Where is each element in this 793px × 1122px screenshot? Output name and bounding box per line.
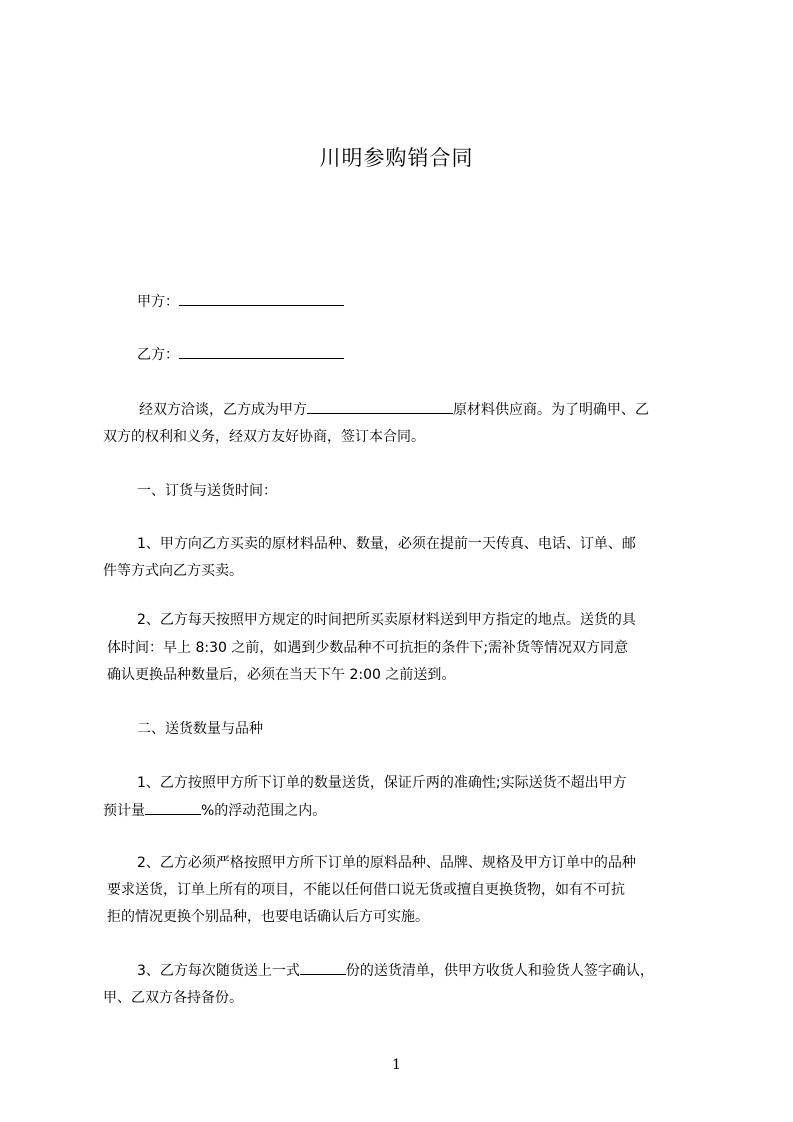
section2-item3-line1 xyxy=(137,960,654,981)
section2-heading: 二、送货数量与品种 xyxy=(137,721,263,737)
section1-item1-line2: 件等方式向乙方买卖。 xyxy=(103,563,243,579)
contract-title: 川明参购销合同 xyxy=(319,146,474,170)
section2-item1-text-a: 预计量 xyxy=(103,803,145,819)
section2-item1-line1: 1、乙方按照甲方所下订单的数量送货，保证斤两的准确性;实际送货不超出甲方 xyxy=(137,775,627,791)
party-b-line xyxy=(137,344,344,365)
section1-item2-line2: 体时间：早上 8:30 之前，如遇到少数品种不可抗拒的条件下;需补货等情况双方同意 xyxy=(107,640,629,656)
section2-item1-line2 xyxy=(103,800,326,821)
intro-text-2: 原材料供应商。为了明确甲、乙 xyxy=(453,402,649,418)
party-b-label: 乙方： xyxy=(137,347,179,363)
page-number: 1 xyxy=(392,1057,401,1073)
party-a-line xyxy=(137,291,344,312)
percent-blank[interactable] xyxy=(145,800,201,815)
party-b-blank[interactable] xyxy=(179,344,344,359)
section2-item2-line3: 拒的情况更换个别品种，也要电话确认后方可实施。 xyxy=(107,909,429,925)
party-a-blank[interactable] xyxy=(179,291,344,306)
section2-item2-line1: 2、乙方必须严格按照甲方所下订单的原料品种、品牌、规格及甲方订单中的品种 xyxy=(137,855,636,871)
intro-line-2: 双方的权利和义务，经双方友好协商，签订本合同。 xyxy=(103,429,425,445)
section1-item2-line1: 2、乙方每天按照甲方规定的时间把所买卖原材料送到甲方指定的地点。送货的具 xyxy=(137,612,636,628)
party-a-label: 甲方： xyxy=(137,294,179,310)
section2-item3-line2: 甲、乙双方各持备份。 xyxy=(103,990,243,1006)
section2-item3-text-a: 3、乙方每次随货送上一式 xyxy=(137,963,300,979)
section2-item1-text-b: %的浮动范围之内。 xyxy=(201,803,327,819)
intro-text-1: 经双方洽谈，乙方成为甲方 xyxy=(139,402,307,418)
intro-line-1 xyxy=(139,399,649,420)
section2-item2-line2: 要求送货，订单上所有的项目，不能以任何借口说无货或擅自更换货物，如有不可抗 xyxy=(107,882,625,898)
section1-item2-line3: 确认更换品种数量后，必须在当天下午 2:00 之前送到。 xyxy=(107,667,456,683)
section2-item3-text-b: 份的送货清单，供甲方收货人和验货人签字确认， xyxy=(345,963,654,979)
copies-blank[interactable] xyxy=(300,960,346,975)
supplier-blank[interactable] xyxy=(307,399,453,414)
section1-heading: 一、订货与送货时间： xyxy=(137,483,277,499)
section1-item1-line1: 1、甲方向乙方买卖的原材料品种、数量，必须在提前一天传真、电话、订单、邮 xyxy=(137,536,636,552)
